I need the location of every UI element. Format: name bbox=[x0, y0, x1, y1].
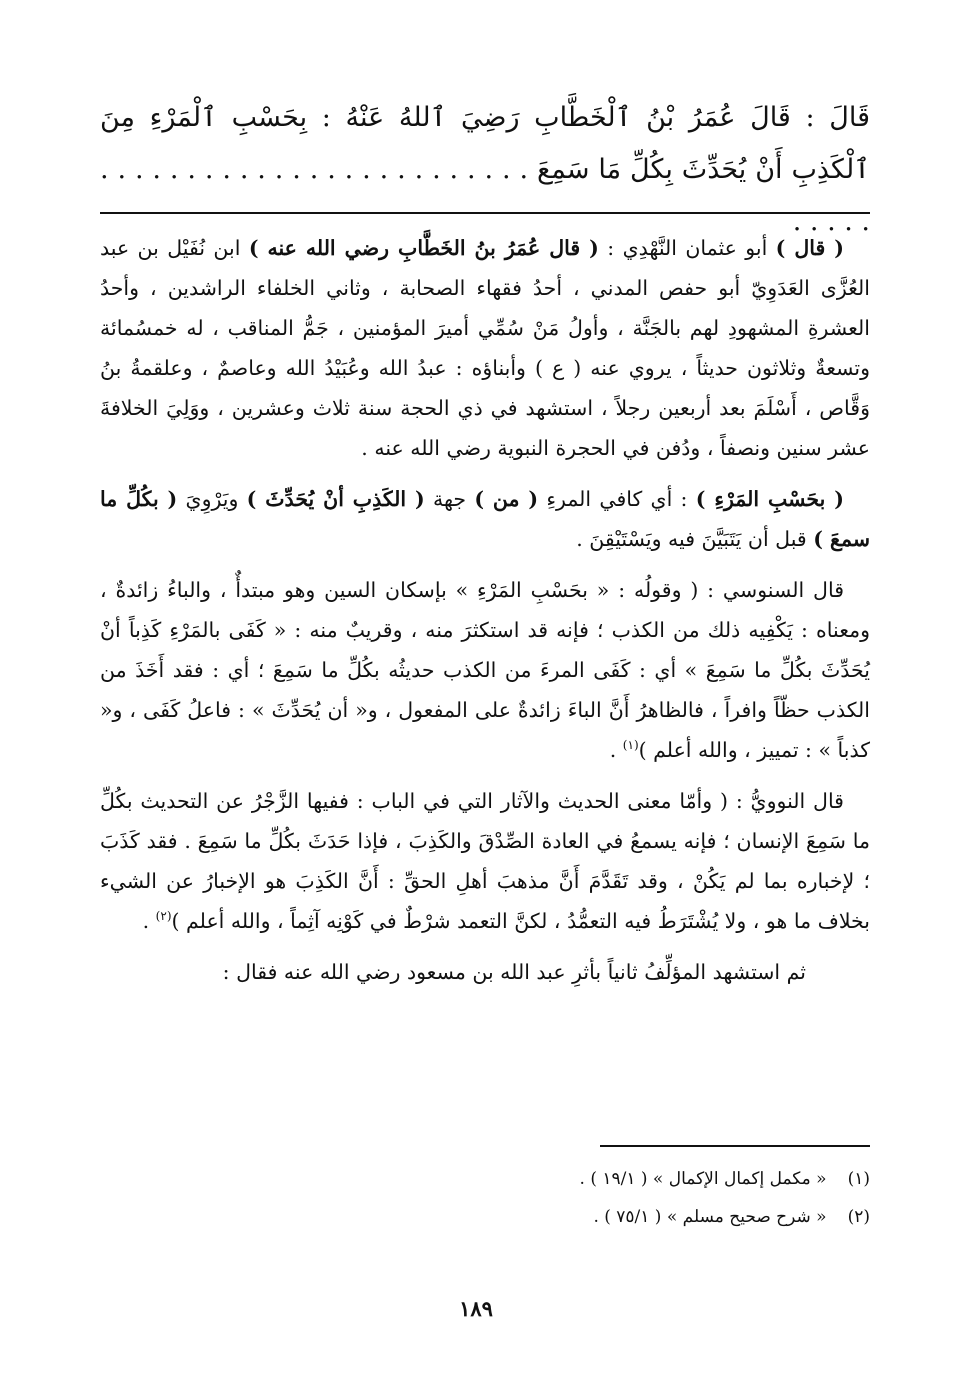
page-number: ١٨٩ bbox=[459, 1296, 493, 1321]
commentary-paragraph-3: قال السنوسي : ( وقولُه : « بحَسْبِ المَرْءِ » بإسكان السين وهو مبتدأٌ ، والباءُ زائدةٌ ، ومعناه : يَكْفِيه ذلك من الكذب ؛ فإنه قد استكثرَ منه ، وقريبٌ منه : « كَفَى بالمَرْءِ كَذِباً أنْ يُحَدِّثَ بكُلِّ ما سَمِعَ » أي : كَفَى المرءَ من الكذب حديثُه بكُلِّ ما سَمِعَ ؛ أي : فقد أَخَذَ من الكذب حظّاً وافراً ، فالظاهرُ أَنَّ الباءَ زائدةٌ على المفعول ، و« أن يُحَدِّثَ » : فاعلُ كَفَى ، و« كذباً » : تمييز ، والله أعلم )$^{(١)}$ . bbox=[100, 578, 870, 762]
bold-quote: ( قال عُمَرُ بنُ الخَطَّابِ رضي الله عنه ) bbox=[248, 236, 599, 260]
footnote-text: « مكمل إكمال الإكمال » ( ١٩/١ ) . bbox=[579, 1169, 827, 1189]
bold-quote: ( بحَسْبِ المَرْءِ ) bbox=[695, 487, 844, 511]
footnote-number: (٢) bbox=[847, 1207, 870, 1227]
commentary-paragraph-1: ( قال ) أبو عثمان النَّهْدِي : ( قال عُمَرُ بنُ الخَطَّابِ رضي الله عنه ) ابن نُفَيْل بن عبد العُزَّى العَدَوِيّ أبو حفص المدني ، أحدُ فقهاء الصحابة ، وثاني الخلفاء الراشدين ، وأحدُ العشرةِ المشهودِ لهم بالجَنَّة ، وأولُ مَنْ سُمِّي أميرَ المؤمنين ، جَمُّ المناقب ، له خمسُمائة وتسعةٌ وثلاثون حديثاً ، يروي عنه ( ع ) وأبناؤه : عبدُ الله وعُبَيْدُ الله وعاصمٌ ، وعلقمةُ بنُ وَقَّاص ، أَسْلَمَ بعد أربعين رجلاً ، استشهد في ذي الحجة سنة ثلاث وعشرين ، ووَلِيَ الخلافةَ عشر سنين ونصفاً ، ودُفن في الحجرة النبوية رضي الله عنه . bbox=[100, 236, 870, 460]
footnote-ref[interactable]: (٢) bbox=[155, 909, 172, 924]
footnote-2 bbox=[300, 1198, 870, 1236]
footnotes bbox=[300, 1160, 870, 1236]
bold-quote: ( بكُلِّ ما سمعَ ) bbox=[100, 487, 870, 551]
commentary-paragraph-2: ( بحَسْبِ المَرْءِ ) : أي كافي المرءِ ( من ) جهة ( الكَذِبِ أنْ يُحَدِّثَ ) ويَرْوِيَ ( بكُلِّ ما سمعَ ) قبل أن يَتَبَيَّنَ فيه ويَسْتَيْقِنَ . bbox=[100, 487, 870, 551]
footnote-divider bbox=[600, 1145, 870, 1147]
footnote-1 bbox=[300, 1160, 870, 1198]
footnote-number: (١) bbox=[847, 1169, 870, 1189]
footnote-ref[interactable]: (١) bbox=[622, 738, 639, 753]
footnote-text: « شرح صحيح مسلم » ( ٧٥/١ ) . bbox=[593, 1207, 827, 1227]
bold-quote: ( الكَذِبِ أنْ يُحَدِّثَ ) bbox=[246, 487, 425, 511]
bold-label: ( قال ) bbox=[775, 236, 844, 260]
matn-divider bbox=[100, 212, 870, 214]
matn-text: قَالَ : قَالَ عُمَرُ بْنُ ٱلْخَطَّابِ رَضِيَ ٱللهُ عَنْهُ : بِحَسْبِ ٱلْمَرْءِ مِنَ ٱلْكَذِبِ أَنْ يُحَدِّثَ بِكُلِّ مَا سَمِعَ . . . . . . . . . . . . . . . . . . . . . . . . . . . . . . bbox=[100, 102, 870, 237]
commentary bbox=[100, 228, 870, 1003]
commentary-paragraph-5: ثم استشهد المؤلِّفُ ثانياً بأثرِ عبد الله بن مسعود رضي الله عنه فقال : bbox=[222, 960, 806, 984]
bold-quote: ( من ) bbox=[474, 487, 539, 511]
commentary-paragraph-4: قال النوويُّ : ( وأمّا معنى الحديث والآثار التي في الباب : ففيها الزَّجْرُ عن التحديث بكُلِّ ما سَمِعَ الإنسان ؛ فإنه يسمعُ في العادة الصِّدْقَ والكَذِبَ ، فإذا حَدَثَ بكُلِّ ما سَمِعَ . فقد كَذَبَ ؛ لإخباره بما لم يَكُنْ ، وقد تَقَدَّمَ أَنَّ مذهبَ أهلِ الحقِّ : أَنَّ الكَذِبَ هو الإخبارُ عن الشيء بخلاف ما هو ، ولا يُشْتَرَطُ فيه التعمُّدُ ، لكنَّ التعمد شرْطٌ في كَوْنِه آثِماً ، والله أعلم )$^{(٢)}$ . bbox=[100, 789, 870, 933]
